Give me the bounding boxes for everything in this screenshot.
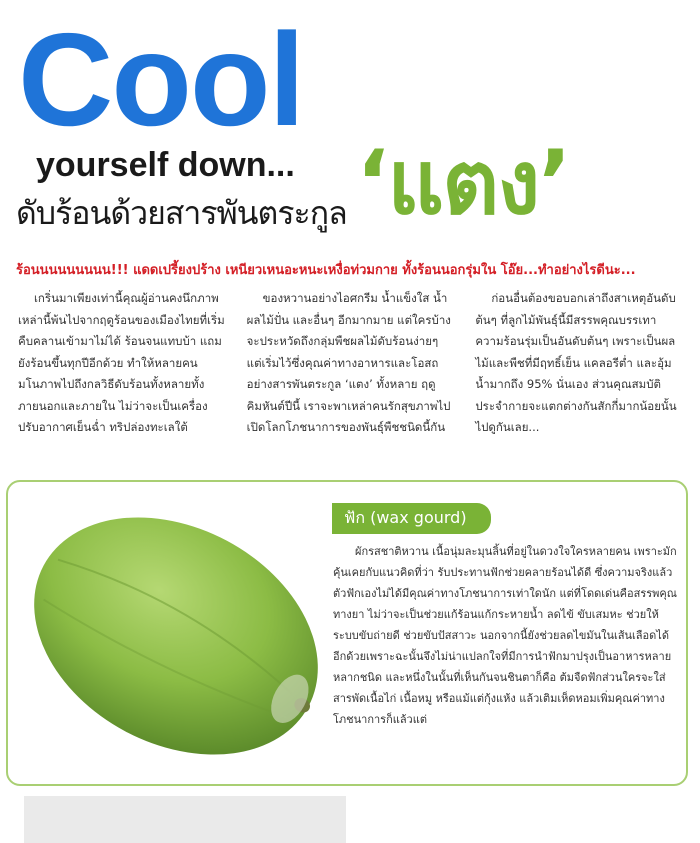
intro-paragraph: เกริ่นมาเพียงเท่านี้คุณผู้อ่านคงนึกภาพเหล่านี้พ้นไปจากฤดูร้อนของเมืองไทยที่เริ่มคืบคลานเข้ามาไม่ได้ ร้อนจนแทบบ้า แถมยังร้อนขึ้นทุกปีอีกด้วย ทำให้หลายคนมโนภาพไปถึงกลวิธีดับร้อนทั้งหลายทั้งภายนอกและภายใน ไม่ว่าจะเป็นเครื่องปรับอากาศเย็นฉ่ำ ทริปล่องทะเลใต้ xyxy=(18,291,225,434)
headline-subtitle-th: ดับร้อนด้วยสารพันตระกูล xyxy=(16,194,347,232)
feature-paragraph: ผักรสชาติหวาน เนื้อนุ่มละมุนลิ้นที่อยู่ในดวงใจใครหลายคน เพราะมักคุ้นเคยกับแนวคิดที่ว่า รับประทานฟักช่วยคลายร้อนได้ดี ซึ่งความจริงแล้วตัวฟักเองไม่ได้มีคุณค่าทางโภชนาการเท่าใดนัก แต่ที่โดดเด่นคือสรรพคุณทางยา ไม่ว่าจะเป็นช่วยแก้ร้อนแก้กระหายน้ำ ลดไข้ ขับเสมหะ ช่วยให้ระบบขับถ่ายดี ช่วยขับปัสสาวะ นอกจากนี้ยังช่วยลดไขมันในเส้นเลือดได้อีกด้วยเพราะฉะนั้นจึงไม่น่าแปลกใจที่มีการนำฟักมาปรุงเป็นอาหารหลายหลากชนิด และหนึ่งในนั้นที่เห็นกันจนชินตาก็คือ ต้มจืดฟักส่วนใครจะใส่สารพัดเนื้อไก่ เนื้อหมู หรือแม้แต่กุ้งแห้ง แล้วเติมเห็ดหอมเพิ่มคุณค่าทางโภชนาการก็แล้วแต่ xyxy=(333,545,677,726)
wax-gourd-image xyxy=(16,496,336,776)
headline-cool: Cool xyxy=(18,6,304,153)
intro-column-3 xyxy=(475,288,684,439)
intro-column-1 xyxy=(18,288,227,439)
feature-body xyxy=(333,541,678,730)
footer-grey-block xyxy=(24,796,346,843)
intro-columns xyxy=(18,288,684,439)
intro-paragraph: ของหวานอย่างไอศกรีม น้ำแข็งใส น้ำผลไม้ปั่น และอื่นๆ อีกมากมาย แต่ใครบ้างจะประหวัดถึงกลุ่มพืชผลไม้ดับร้อนง่ายๆ แต่เริ่มไว้ซึ่งคุณค่าทางอาหารและโอสถอย่างสารพันตระกูล ‘แตง’ ทั้งหลาย ฤดูคิมหันต์ปีนี้ เราจะพาเหล่าคนรักสุขภาพไปเปิดโลกโภชนาการของพันธุ์พืชชนิดนี้กัน xyxy=(246,291,451,434)
intro-column-2 xyxy=(247,288,456,439)
headline-taeng: ‘แตง’ xyxy=(356,131,570,234)
feature-title: ฟัก (wax gourd) xyxy=(332,503,491,534)
lead-sentence: ร้อนนนนนนนนน!!! แดดเปรี้ยงปร้าง เหนียวเหนอะหนะเหงื่อท่วมกาย ทั้งร้อนนอกรุ่มใน โอ๊ย...ทำอย่างไรดีนะ... xyxy=(16,263,636,278)
intro-paragraph: ก่อนอื่นต้องขอบอกเล่าถึงสาเหตุอันดับต้นๆ ที่ลูกไม้พันธุ์นี้มีสรรพคุณบรรเทาความร้อนรุ่มเป็นอันดับต้นๆ เพราะเป็นผลไม้และพืชที่มีฤทธิ์เย็น แคลอรีต่ำ และอุ้มน้ำมากถึง 95% นั่นเอง ส่วนคุณสมบัติประจำกายจะแตกต่างกันสักกี่มากน้อยนั้น ไปดูกันเลย... xyxy=(475,291,677,434)
headline-subtitle-en: yourself down... xyxy=(36,146,295,184)
